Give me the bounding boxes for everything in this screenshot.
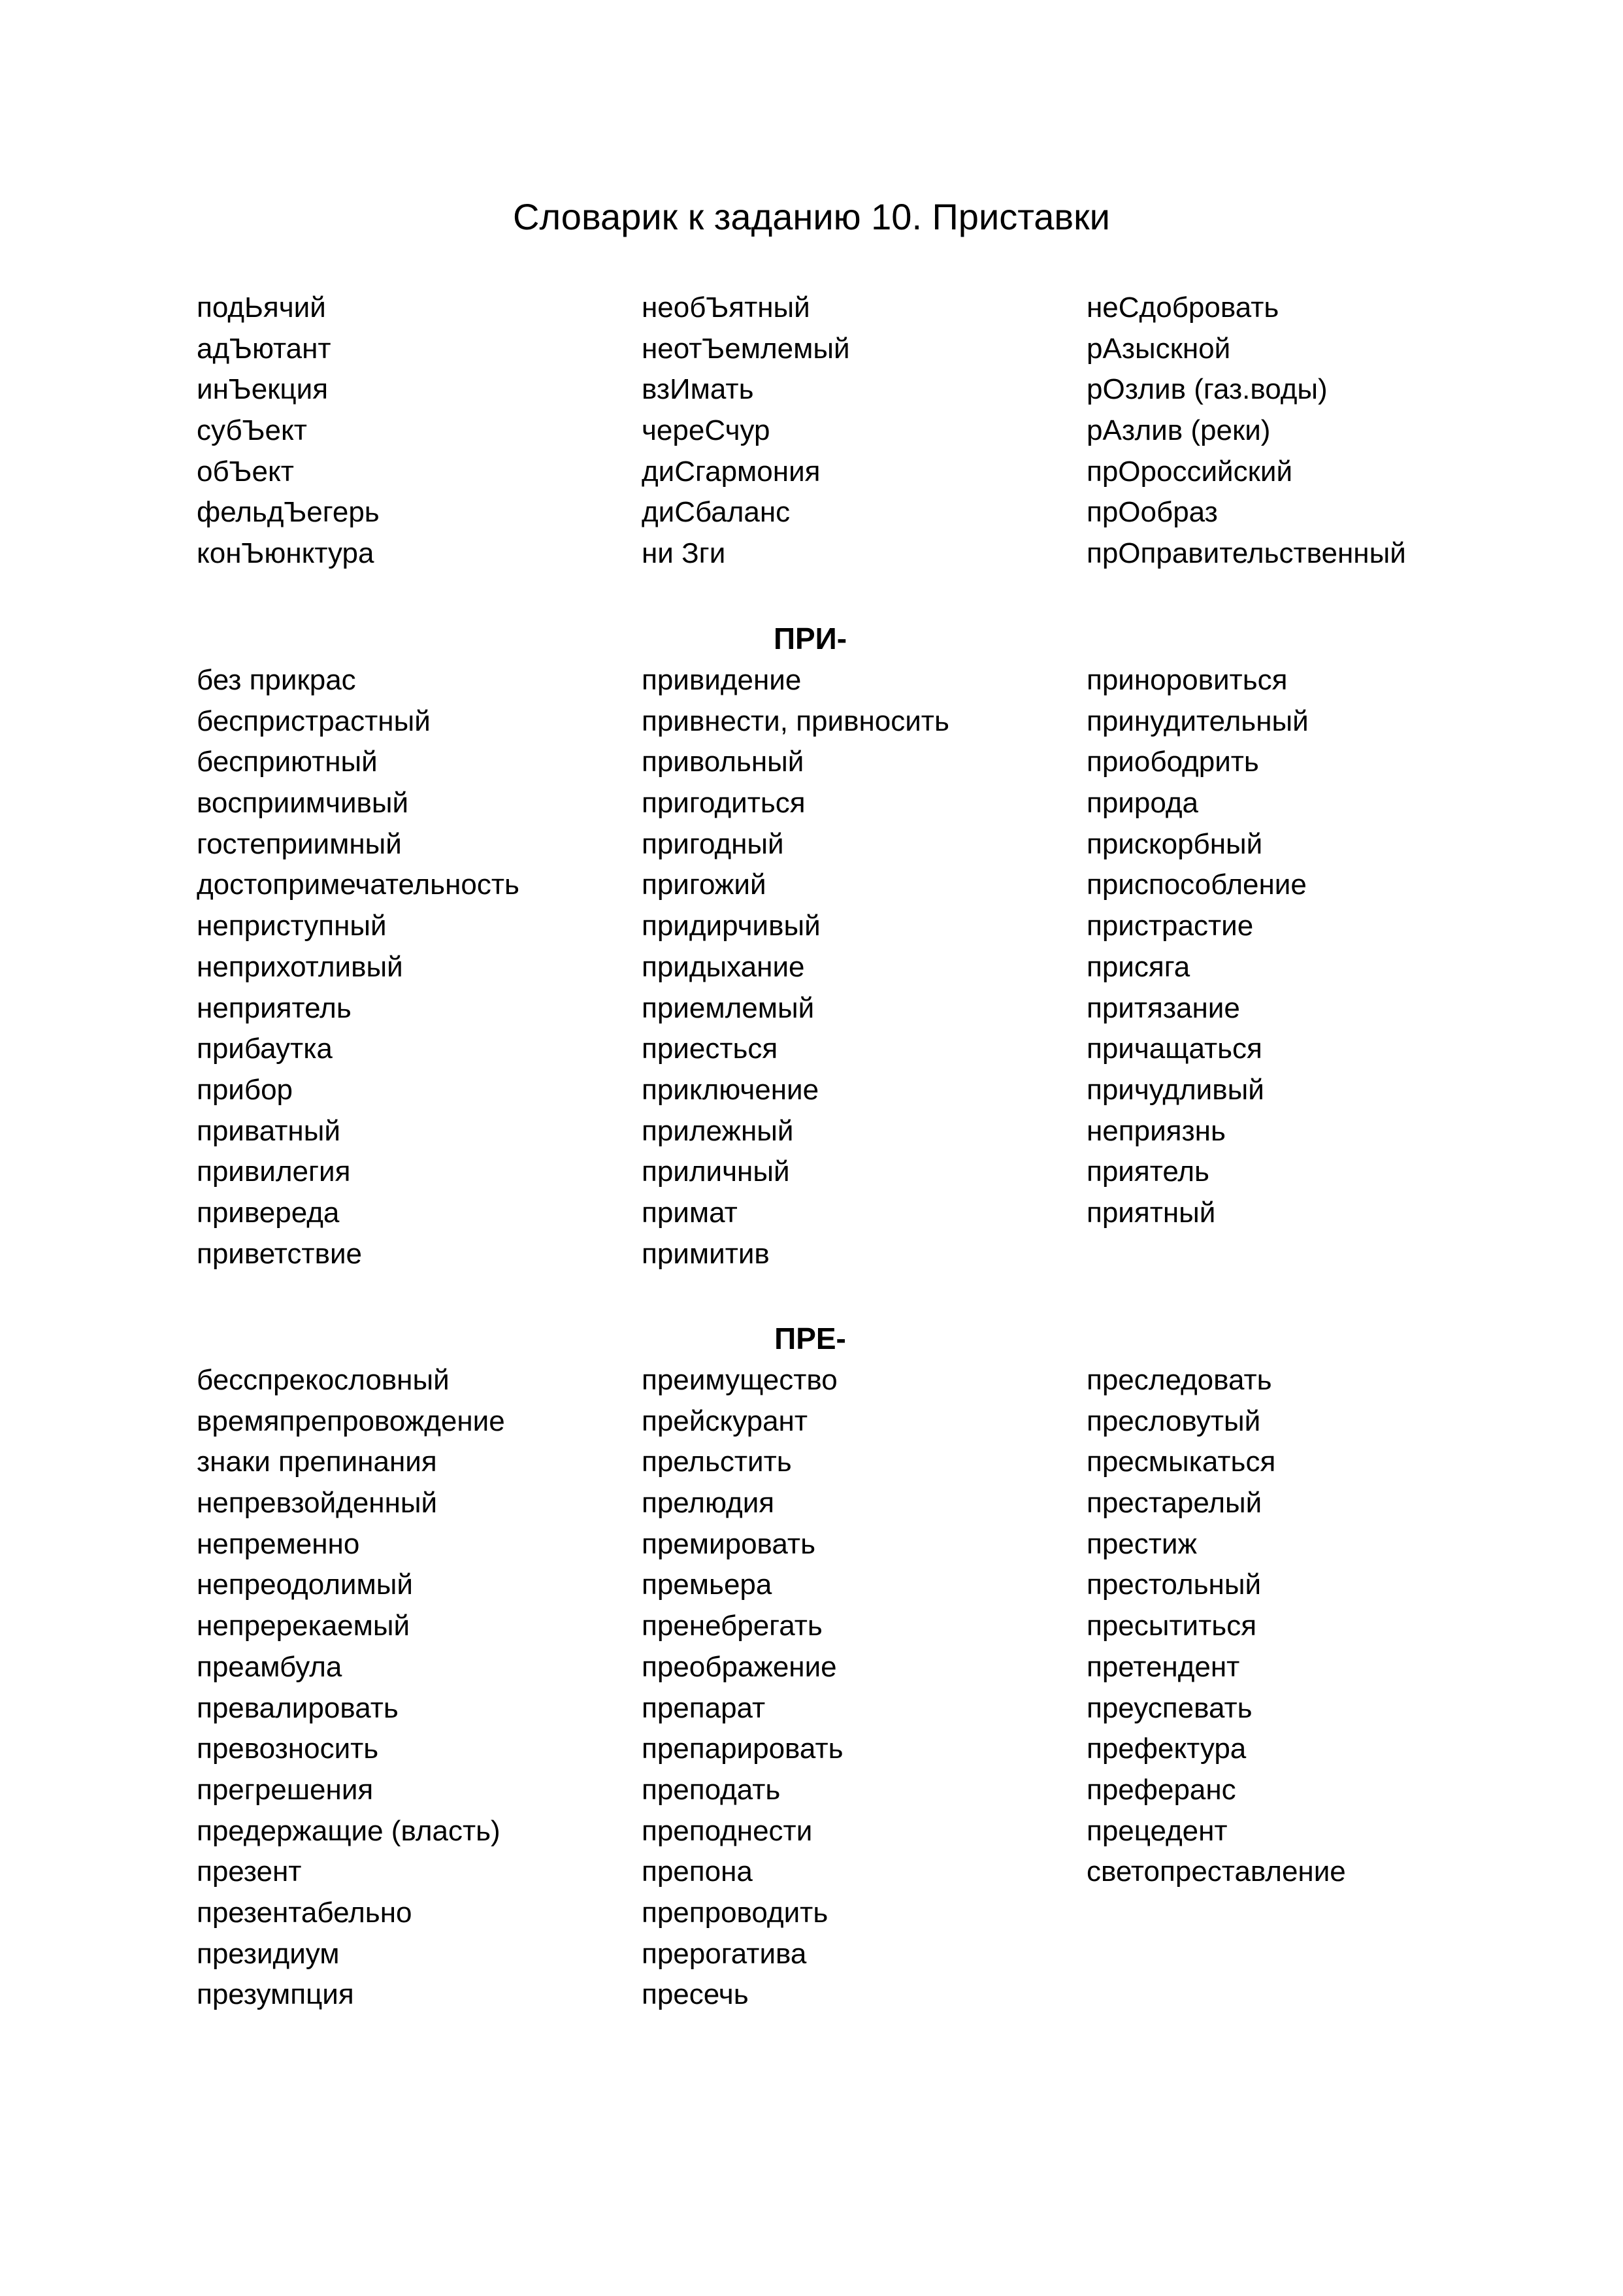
word-item: неСдобровать — [1087, 291, 1279, 324]
word-item: диСбаланс — [642, 496, 791, 529]
word-item: преследовать — [1087, 1364, 1272, 1396]
word-item: прОправительственный — [1087, 537, 1406, 570]
word-item: придирчивый — [642, 910, 821, 942]
word-item: прецедент — [1087, 1814, 1228, 1847]
word-item: субЪект — [197, 414, 307, 447]
word-item: придыхание — [642, 950, 805, 983]
word-item: приободрить — [1087, 746, 1259, 778]
word-item: прибаутка — [197, 1033, 333, 1065]
word-item: непревзойденный — [197, 1487, 438, 1520]
word-item: приличный — [642, 1156, 790, 1188]
word-item: презентабельно — [197, 1896, 412, 1929]
word-item: восприимчивый — [197, 787, 409, 820]
word-item: присяга — [1087, 950, 1190, 983]
word-item: подЬячий — [197, 291, 326, 324]
word-item: необЪятный — [642, 291, 810, 324]
word-item: приесться — [642, 1033, 778, 1065]
word-item: беспристрастный — [197, 705, 431, 737]
word-item: престиж — [1087, 1527, 1197, 1560]
word-item: неприязнь — [1087, 1114, 1226, 1147]
word-item: превалировать — [197, 1691, 399, 1724]
word-item: препарировать — [642, 1733, 844, 1765]
word-item: приноровиться — [1087, 664, 1288, 696]
word-item: преуспевать — [1087, 1691, 1253, 1724]
word-item: престольный — [1087, 1569, 1262, 1601]
word-item: привереда — [197, 1196, 340, 1229]
word-item: прОобраз — [1087, 496, 1218, 529]
word-column-3 — [1087, 660, 1518, 1234]
word-item: принудительный — [1087, 705, 1309, 737]
word-item: преподать — [642, 1773, 781, 1806]
word-item: препарат — [642, 1691, 766, 1724]
word-column-1 — [197, 288, 628, 574]
word-item: привилегия — [197, 1156, 351, 1188]
word-item: привидение — [642, 664, 802, 696]
word-item: адЪютант — [197, 332, 331, 365]
word-item: прилежный — [642, 1114, 794, 1147]
word-column-1 — [197, 1360, 628, 2016]
word-item: рОзлив (газ.воды) — [1087, 373, 1328, 406]
word-column-2 — [642, 1360, 1073, 2016]
word-item: презумпция — [197, 1978, 354, 2011]
word-item: приветствие — [197, 1237, 362, 1270]
word-item: прерогатива — [642, 1937, 807, 1970]
word-item: приятель — [1087, 1156, 1209, 1188]
word-item: пресловутый — [1087, 1405, 1261, 1437]
word-item: причудливый — [1087, 1073, 1264, 1106]
word-item: гостеприимный — [197, 827, 402, 860]
word-item: неприятель — [197, 991, 352, 1024]
word-item: череСчур — [642, 414, 770, 447]
word-item: президиум — [197, 1937, 340, 1970]
word-item: престарелый — [1087, 1487, 1262, 1520]
word-column-3 — [1087, 1360, 1518, 1893]
word-item: прелюдия — [642, 1487, 775, 1520]
word-item: преподнести — [642, 1814, 813, 1847]
word-item: приключение — [642, 1073, 819, 1106]
word-column-2 — [642, 660, 1073, 1274]
word-item: пригодиться — [642, 787, 806, 820]
word-item: примитив — [642, 1237, 770, 1270]
word-item: пристрастие — [1087, 910, 1254, 942]
word-item: префектура — [1087, 1733, 1247, 1765]
word-item: приватный — [197, 1114, 340, 1147]
word-item: привнести, привносить — [642, 705, 949, 737]
word-item: приятный — [1087, 1196, 1216, 1229]
section-heading-pri: ПРИ- — [773, 622, 847, 656]
word-item: примат — [642, 1196, 738, 1229]
word-item: предержащие (власть) — [197, 1814, 500, 1847]
word-item: диСгармония — [642, 455, 821, 488]
page-title: Словарик к заданию 10. Приставки — [513, 196, 1110, 237]
word-item: преображение — [642, 1650, 837, 1683]
word-item: приспособление — [1087, 869, 1307, 901]
word-column-3 — [1087, 288, 1518, 574]
word-item: конЪюнктура — [197, 537, 374, 570]
word-column-1 — [197, 660, 628, 1274]
word-item: рАзыскной — [1087, 332, 1231, 365]
word-column-2 — [642, 288, 1073, 574]
word-item: премировать — [642, 1527, 815, 1560]
word-item: преферанс — [1087, 1773, 1236, 1806]
word-item: рАзлив (реки) — [1087, 414, 1271, 447]
word-item: времяпрепровождение — [197, 1405, 505, 1437]
word-item: пригожий — [642, 869, 766, 901]
word-item: достопримечательность — [197, 869, 519, 901]
word-item: прибор — [197, 1073, 293, 1106]
word-item: неприступный — [197, 910, 387, 942]
word-item: пресмыкаться — [1087, 1446, 1276, 1478]
word-item: приемлемый — [642, 991, 815, 1024]
word-item: преимущество — [642, 1364, 838, 1396]
word-item: притязание — [1087, 991, 1240, 1024]
word-item: прОроссийский — [1087, 455, 1293, 488]
section-heading-pre: ПРЕ- — [774, 1322, 846, 1356]
word-item: обЪект — [197, 455, 294, 488]
word-item: препроводить — [642, 1896, 828, 1929]
word-item: неприхотливый — [197, 950, 403, 983]
word-item: прельстить — [642, 1446, 792, 1478]
word-item: прискорбный — [1087, 827, 1263, 860]
word-item: природа — [1087, 787, 1198, 820]
word-item: премьера — [642, 1569, 772, 1601]
word-item: неотЪемлемый — [642, 332, 850, 365]
word-item: инЪекция — [197, 373, 329, 406]
word-item: пресытиться — [1087, 1610, 1257, 1642]
word-item: фельдЪегерь — [197, 496, 380, 529]
word-item: светопреставление — [1087, 1855, 1346, 1888]
word-item: причащаться — [1087, 1033, 1262, 1065]
word-item: пресечь — [642, 1978, 749, 2011]
word-item: непререкаемый — [197, 1610, 410, 1642]
word-item: ни Зги — [642, 537, 726, 570]
word-item: без прикрас — [197, 664, 356, 696]
word-item: привольный — [642, 746, 804, 778]
word-item: презент — [197, 1855, 302, 1888]
word-item: преамбула — [197, 1650, 342, 1683]
word-item: бесспрекословный — [197, 1364, 450, 1396]
word-item: непреодолимый — [197, 1569, 413, 1601]
word-item: препона — [642, 1855, 753, 1888]
word-item: непременно — [197, 1527, 360, 1560]
word-item: пригодный — [642, 827, 784, 860]
word-item: претендент — [1087, 1650, 1240, 1683]
word-item: пренебрегать — [642, 1610, 823, 1642]
word-item: прейскурант — [642, 1405, 808, 1437]
word-item: знаки препинания — [197, 1446, 437, 1478]
word-item: прегрешения — [197, 1773, 374, 1806]
word-item: взИмать — [642, 373, 754, 406]
word-item: превозносить — [197, 1733, 379, 1765]
word-item: бесприютный — [197, 746, 378, 778]
